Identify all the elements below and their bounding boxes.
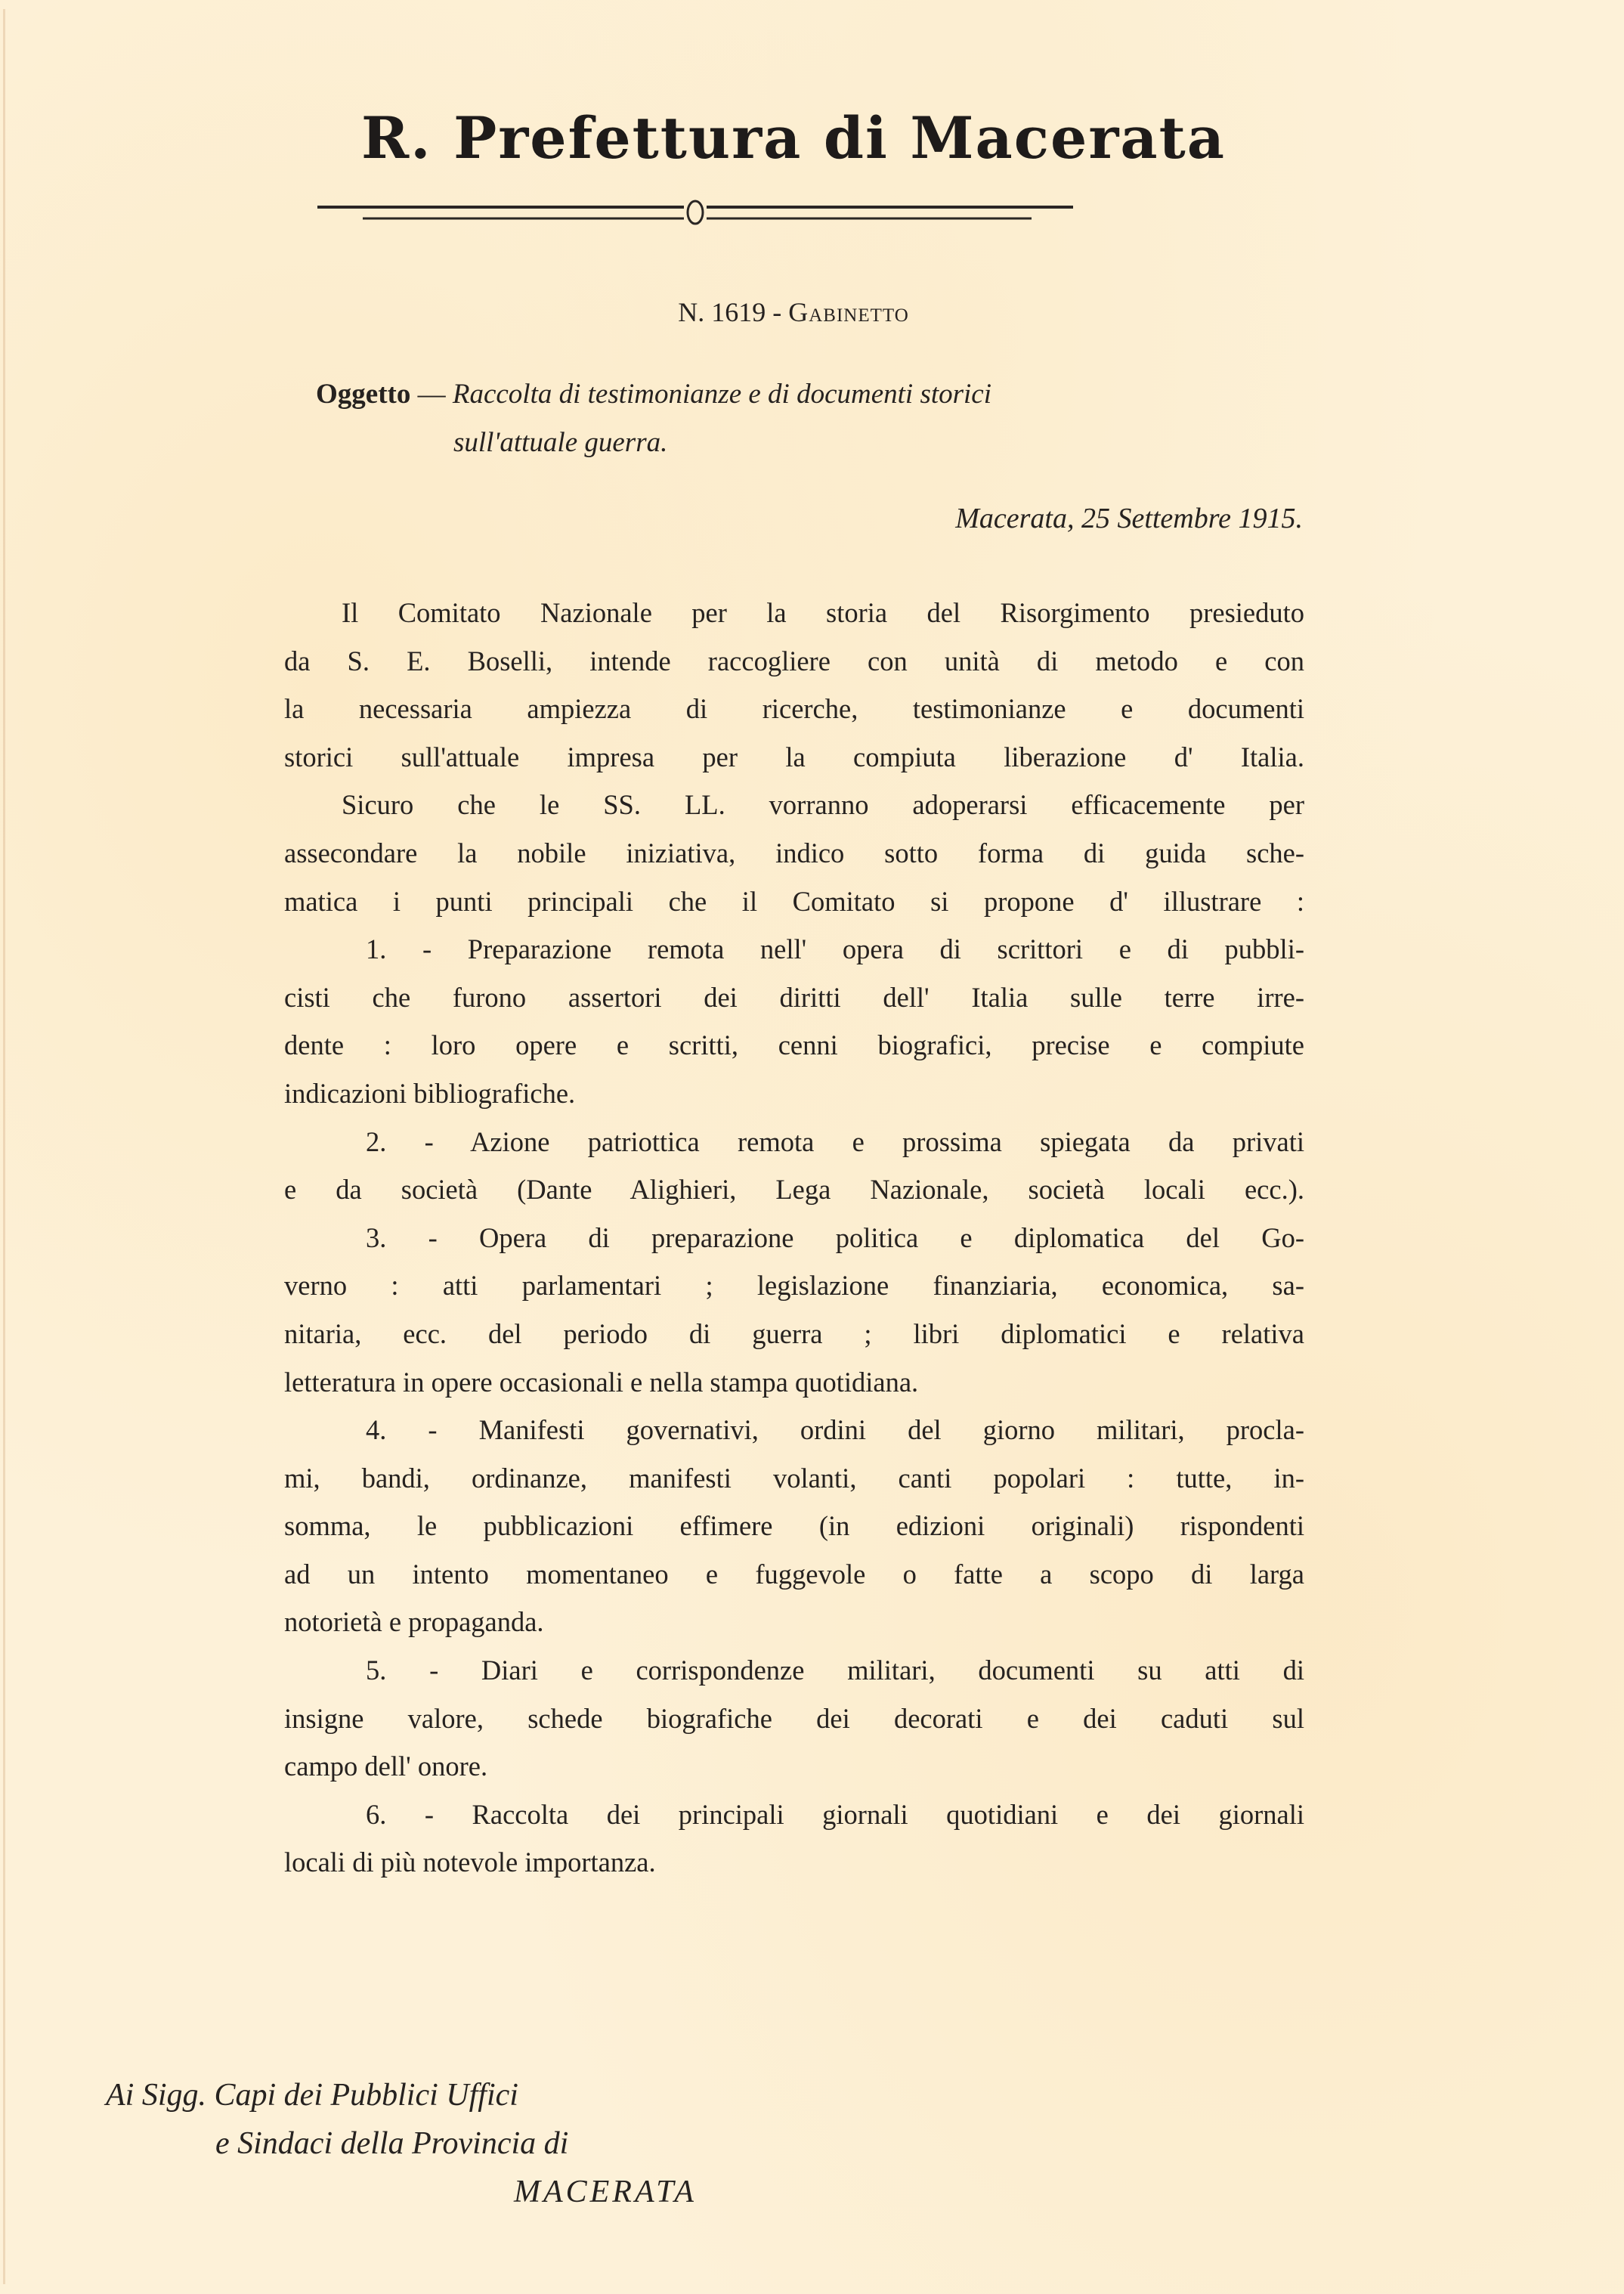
body-line: storici sull'attuale impresa per la compiuta liberazione d' Italia. <box>284 741 1304 772</box>
body-line: locali di più notevole importanza. <box>284 1847 656 1878</box>
body-line: notorietà e propaganda. <box>284 1606 544 1638</box>
body-line: 1. - Preparazione remota nell' opera di scrittori e di pubbli- <box>366 933 1304 965</box>
body-line: nitaria, ecc. del periodo di guerra ; libri diplomatici e relativa <box>284 1317 1304 1349</box>
letterhead-title: R. Prefettura di Macerata <box>361 104 1226 172</box>
body-line: insigne valore, schede biografiche dei decorati e dei caduti sul <box>284 1702 1304 1734</box>
divider-ornament-circle <box>688 201 703 224</box>
body-line: Sicuro che le SS. LL. vorranno adoperarsi efficacemente per <box>342 789 1304 821</box>
paper-edge <box>3 9 5 2284</box>
body-line: 5. - Diari e corrispondenze militari, documenti su atti di <box>366 1655 1304 1686</box>
protocol-number-value: N. 1619 - <box>678 297 789 327</box>
letter-date: Macerata, 25 Settembre 1915. <box>955 503 1303 534</box>
address-line-2: e Sindaci della Provincia di <box>215 2126 569 2161</box>
ornamental-divider <box>317 198 1073 228</box>
body-line: la necessaria ampiezza di ricerche, testimonianze e documenti <box>284 693 1304 725</box>
body-line: somma, le pubblicazioni effimere (in edizioni originali) rispondenti <box>284 1510 1304 1542</box>
address-line-1: Ai Sigg. Capi dei Pubblici Uffici <box>106 2078 518 2113</box>
body-line: dente : loro opere e scritti, cenni biografici, precise e compiute <box>284 1029 1304 1061</box>
protocol-number <box>302 296 1285 328</box>
body-line: campo dell' onore. <box>284 1751 488 1782</box>
body-line: 2. - Azione patriottica remota e prossima spiegata da privati <box>366 1125 1304 1157</box>
letter-body <box>284 589 1304 1887</box>
body-line: da S. E. Boselli, intende raccogliere con unità di metodo e con <box>284 645 1304 676</box>
body-line: e da società (Dante Alighieri, Lega Nazionale, società locali ecc.). <box>284 1174 1304 1206</box>
address-line-3: MACERATA <box>514 2175 697 2209</box>
body-line: matica i punti principali che il Comitato si propone d' illustrare : <box>284 885 1304 917</box>
subject-dash: — <box>410 379 453 410</box>
body-line: 4. - Manifesti governativi, ordini del giorno militari, procla- <box>366 1414 1304 1446</box>
body-line: verno : atti parlamentari ; legislazione finanziaria, economica, sa- <box>284 1270 1304 1302</box>
body-line: indicazioni bibliografiche. <box>284 1077 576 1109</box>
subject-label: Oggetto <box>316 379 411 410</box>
body-line: letteratura in opere occasionali e nella stampa quotidiana. <box>284 1366 919 1398</box>
subject-text-line2: sull'attuale guerra. <box>453 427 668 458</box>
body-line: assecondare la nobile iniziativa, indico sotto forma di guida sche- <box>284 837 1304 868</box>
body-line: mi, bandi, ordinanze, manifesti volanti, canti popolari : tutte, in- <box>284 1462 1304 1494</box>
body-line: ad un intento momentaneo e fuggevole o fatte a scopo di larga <box>284 1558 1304 1590</box>
subject-block <box>316 370 1313 467</box>
body-line: 6. - Raccolta dei principali giornali quotidiani e dei giornali <box>366 1798 1304 1830</box>
recipient-address <box>106 2071 697 2216</box>
protocol-office: Gabinetto <box>788 297 909 327</box>
body-line: cisti che furono assertori dei diritti dell' Italia sulle terre irre- <box>284 981 1304 1013</box>
body-line: 3. - Opera di preparazione politica e diplomatica del Go- <box>366 1221 1304 1253</box>
body-line: Il Comitato Nazionale per la storia del Risorgimento presieduto <box>342 597 1304 628</box>
subject-text-line1: Raccolta di testimonianze e di documenti storici <box>452 379 992 410</box>
